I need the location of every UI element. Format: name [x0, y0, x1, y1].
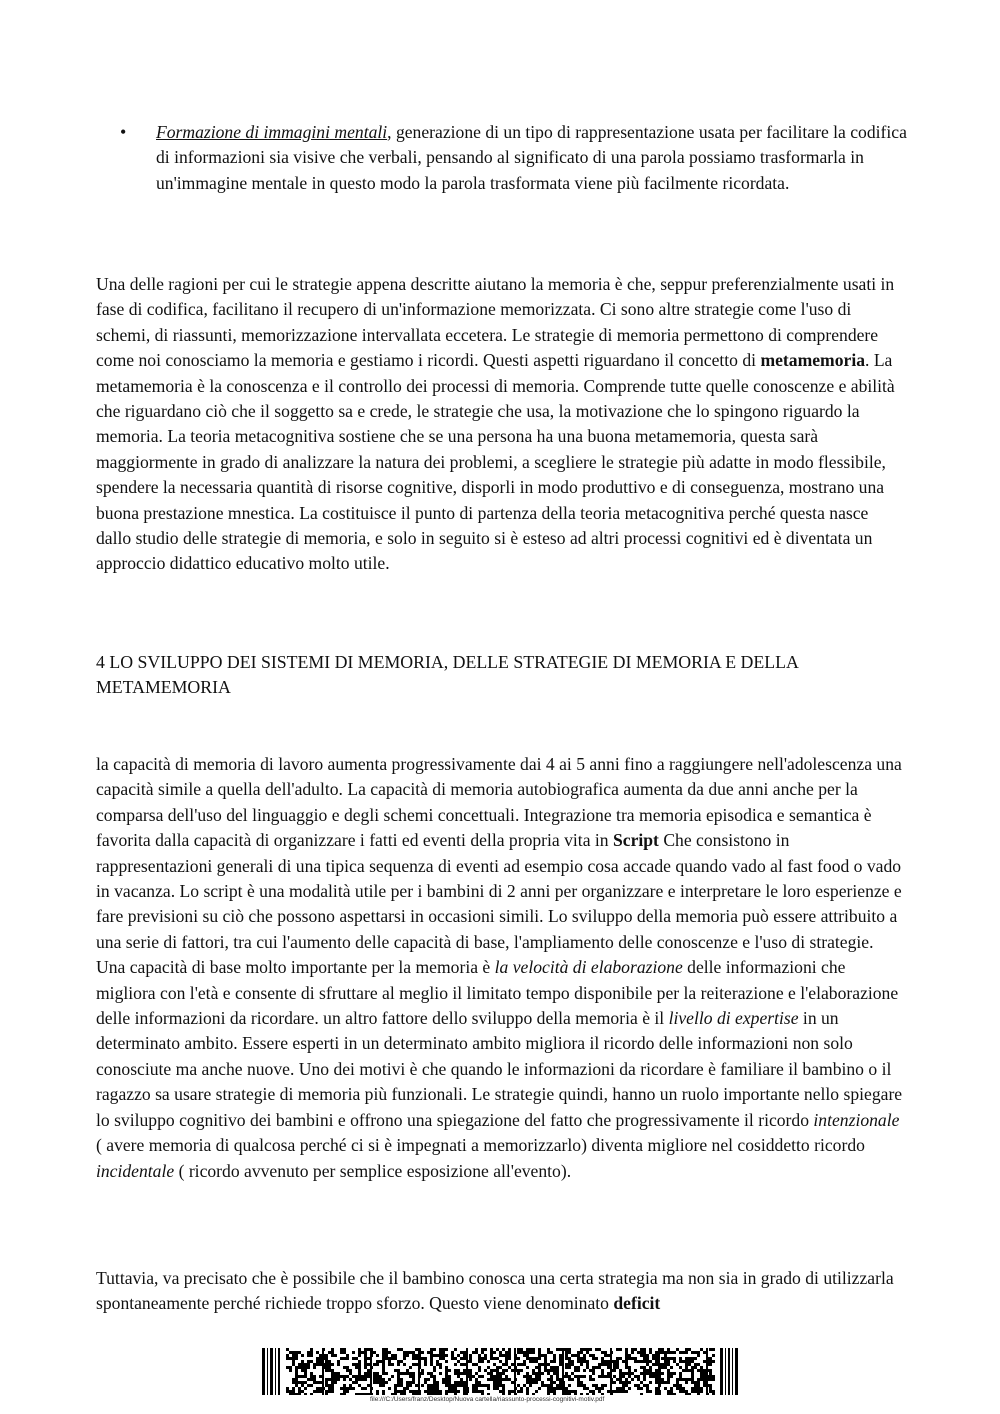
paragraph-text: Che consistono in rappresentazioni generali di una tipica sequenza di eventi ad esempio cosa accade quando vado al fast food o vado in vacanza. Lo script è una modalità utile per i bambini di 2 anni per organizzare e interpretare le loro esperienze e fare previsioni su ciò che possono aspettarsi in occasioni simili. Lo sviluppo della memoria può essere attribuito a una serie di fattori, tra cui l'aumento delle capacità di base, l'ampliamento delle conoscenze e l'uso di strategie. Una capacità di base molto importante per la memoria è: [96, 830, 902, 978]
paragraph-text: delle informazioni che migliora con l'età e consente di sfruttare al meglio il limitato tempo disponibile per la reiterazione e l'elaborazione delle informazioni da ricordare. un altro fattore dello sviluppo della memoria è il: [96, 957, 899, 1029]
paragraph-text: la capacità di memoria di lavoro aumenta progressivamente dai 4 ai 5 anni fino a raggiungere nell'adolescenza una capacità simile a quella dell'adulto. La capacità di memoria autobiografica aumenta da due anni anche per la comparsa dell'uso del linguaggio e degli schemi concettuali. Integrazione tra memoria episodica e semantica è favorita dalla capacità di organizzare i fatti ed eventi della propria vita in: [96, 754, 902, 851]
paragraph-sviluppo: [96, 752, 906, 1184]
bold-term: Script: [612, 830, 659, 851]
footer-file-path: file:///C:/Users/franz/Desktop/Nuova cartella/riassunto-processi-cognitivi-motiv.pdf: [370, 1396, 605, 1403]
barcode-image: [262, 1348, 740, 1395]
bullet-dot-icon: •: [120, 122, 127, 142]
italic-term: la velocità di elaborazione: [494, 957, 683, 978]
paragraph-text: . La metamemoria è la conoscenza e il controllo dei processi di memoria. Comprende tutte quelle conoscenze e abilità che riguardano ciò che il soggetto sa e crede, le strategie che usa, la motivazione che lo spingono riguardo la memoria. La teoria metacognitiva sostiene che se una persona ha una buona metamemoria, questa sarà maggiormente in grado di analizzare la natura dei problemi, a scegliere le strategie più adatte in modo flessibile, spendere la necessaria quantità di risorse cognitive, disporli in modo produttivo e di conseguenza, mostrano una buona prestazione mnestica. La costituisce il punto di partenza della teoria metacognitiva perché questa nasce dallo studio delle strategie di memoria, e solo in seguito si è esteso ad altri processi cognitivi ed è diventata un approccio didattico educativo molto utile.: [96, 350, 895, 574]
paragraph-text: ( avere memoria di qualcosa perché ci si è impegnati a memorizzarlo) diventa migliore nel cosiddetto ricordo: [96, 1135, 865, 1156]
bullet-term: Formazione di immagini mentali: [156, 122, 388, 142]
bullet-description: , generazione di un tipo di rappresentazione usata per facilitare la codifica di informazioni sia visive che verbali, pensando al significato di una parola possiamo trasformarla in un'immagine mentale in questo modo la parola trasformata viene più facilmente ricordata.: [156, 122, 907, 193]
barcode-icon: [262, 1348, 740, 1395]
paragraph-text: Una delle ragioni per cui le strategie appena descritte aiutano la memoria è che, seppur preferenzialmente usati in fase di codifica, facilitano il recupero di un'informazione memorizzata. Ci sono altre strategie come l'uso di schemi, di riassunti, memorizzazione intervallata eccetera. Le strategie di memoria permettono di comprendere come noi conosciamo la memoria e gestiamo i ricordi. Questi aspetti riguardano il concetto di: [96, 274, 895, 371]
bullet-list-item: [120, 120, 910, 196]
paragraph-metamemoria: [96, 272, 906, 577]
italic-term: intenzionale: [813, 1109, 900, 1130]
section-heading: 4 LO SVILUPPO DEI SISTEMI DI MEMORIA, DELLE STRATEGIE DI MEMORIA E DELLA METAMEMORIA: [96, 652, 798, 698]
paragraph-text: ( ricordo avvenuto per semplice esposizione all'evento).: [174, 1160, 572, 1181]
bold-term: metamemoria: [760, 350, 866, 371]
paragraph-deficit: [96, 1266, 906, 1317]
bold-term: deficit: [613, 1293, 661, 1314]
bullet-text: [156, 120, 910, 196]
paragraph-text: in un determinato ambito. Essere esperti in un determinato ambito migliora il ricordo delle informazioni non solo conosciute ma anche nuove. Uno dei motivi è che quando le informazioni da ricordare è familiare il bambino o il ragazzo sa usare strategie di memoria più funzionali. Le strategie quindi, hanno un ruolo importante nello spiegare lo sviluppo cognitivo dei bambini e offrono una spiegazione del fatto che progressivamente il ricordo: [96, 1008, 903, 1130]
paragraph-text: Tuttavia, va precisato che è possibile che il bambino conosca una certa strategia ma non sia in grado di utilizzarla spontaneamente perché richiede troppo sforzo. Questo viene denominato: [96, 1268, 894, 1314]
italic-term: incidentale: [96, 1160, 175, 1181]
italic-term: livello di expertise: [668, 1008, 799, 1029]
